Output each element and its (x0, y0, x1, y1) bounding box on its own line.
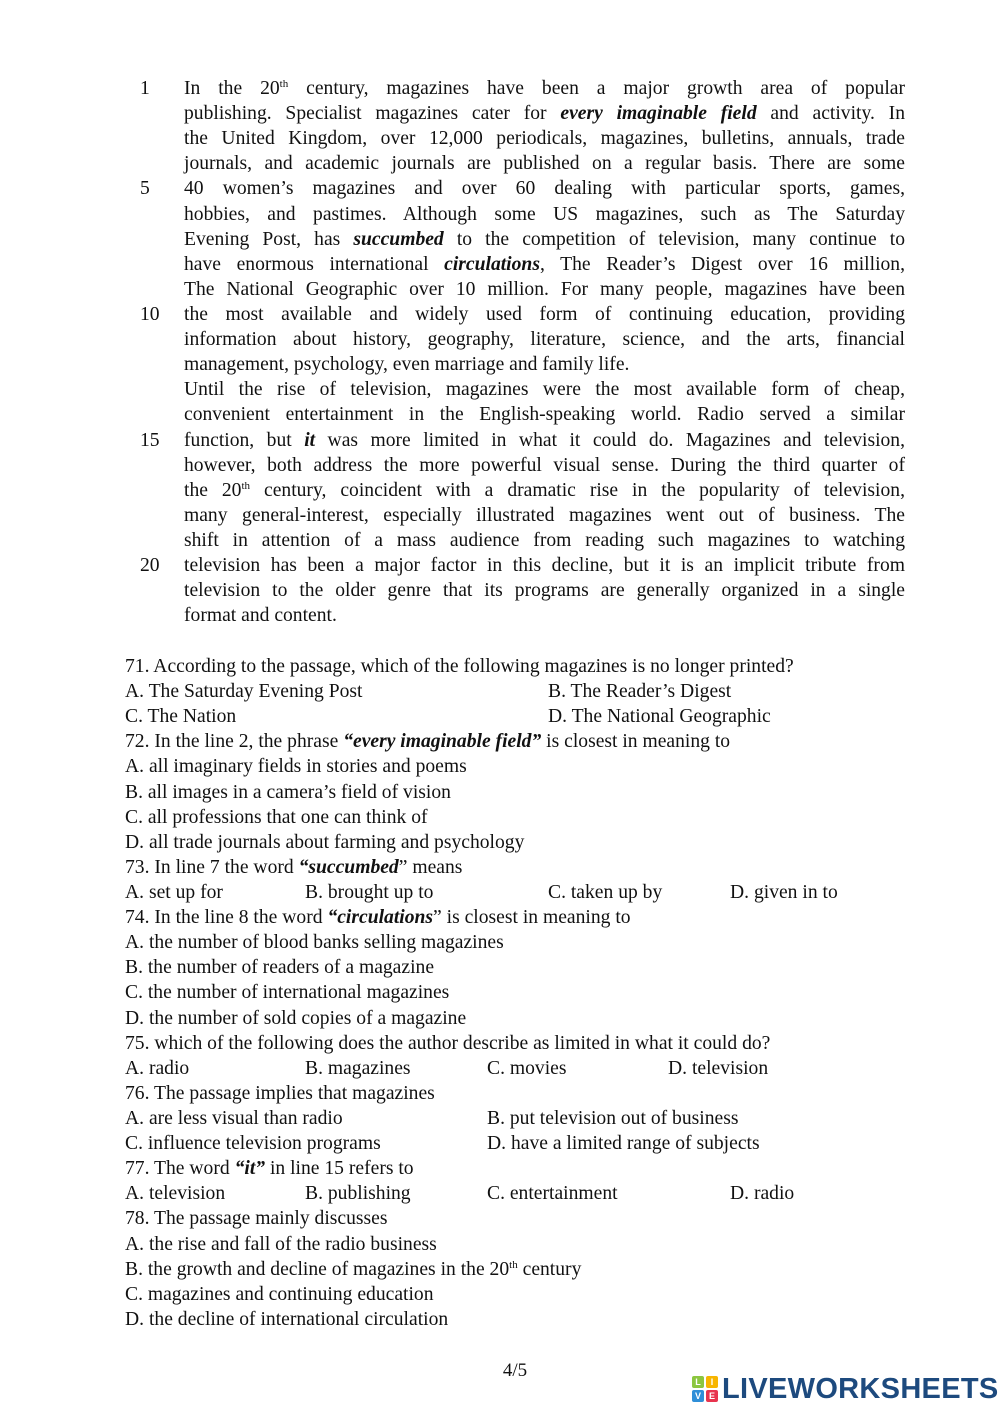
question-text (125, 855, 462, 880)
text-segment: ” is closest in meaning to (433, 907, 631, 929)
text-segment: 73. In line 7 the word (125, 856, 299, 878)
line-number: 10 (140, 303, 160, 325)
question-list (0, 654, 1000, 1332)
answer-row (0, 1282, 1000, 1307)
answer-option[interactable]: C. influence television programs (125, 1133, 381, 1155)
text-segment: Evening Post, has (184, 228, 354, 250)
passage-line-text (184, 528, 905, 553)
answer-row (0, 880, 1000, 905)
passage-line-text (184, 402, 905, 427)
passage-line-text (184, 327, 905, 352)
text-segment: was more limited in what it could do. Magazines and television, (315, 429, 906, 451)
liveworksheets-logo[interactable] (692, 1374, 999, 1404)
text-segment: the most available and widely used form of continuing education, providing (184, 303, 905, 325)
question-text (125, 654, 794, 679)
passage-line-text (184, 428, 905, 453)
passage-line-text (184, 277, 905, 302)
passage-line-text (184, 227, 905, 252)
passage-line (0, 202, 1000, 227)
logo-icon (692, 1376, 718, 1402)
answer-option[interactable]: B. put television out of business (487, 1107, 739, 1129)
answer-option[interactable]: B. magazines (305, 1057, 411, 1079)
answer-option[interactable]: D. have a limited range of subjects (487, 1133, 760, 1155)
answer-option[interactable]: B. the number of readers of a magazine (125, 957, 435, 979)
text-segment: In the 20 (184, 78, 280, 99)
emphasized-text: circulations (444, 253, 540, 275)
text-segment: however, both address the more powerful visual sense. During the third quarter of (184, 454, 905, 476)
passage-line (0, 126, 1000, 151)
question-stem (0, 654, 1000, 679)
answer-row (0, 780, 1000, 805)
passage-line (0, 151, 1000, 176)
answer-row (0, 980, 1000, 1005)
answer-option[interactable]: C. entertainment (487, 1183, 618, 1205)
emphasized-text: “succumbed (298, 856, 399, 878)
passage-line (0, 277, 1000, 302)
line-number: 20 (140, 555, 160, 577)
answer-option[interactable]: D. television (668, 1057, 769, 1079)
superscript: th (241, 479, 251, 492)
passage-line-text (184, 252, 905, 277)
passage-line-text (184, 151, 905, 176)
answer-option[interactable]: D. given in to (730, 881, 838, 903)
text-segment: 78. The passage mainly discusses (125, 1208, 388, 1230)
answer-row (0, 1257, 1000, 1282)
passage-line (0, 101, 1000, 126)
answer-option[interactable]: B. The Reader’s Digest (548, 681, 732, 703)
text-segment: century (517, 1258, 582, 1280)
answer-option[interactable]: A. the number of blood banks selling magazines (125, 932, 504, 954)
passage-line (0, 176, 1000, 201)
answer-option[interactable]: C. magazines and continuing education (125, 1283, 434, 1305)
answer-option[interactable]: C. taken up by (548, 881, 663, 903)
text-segment: many general-interest, especially illustrated magazines went out of business. The (184, 504, 905, 526)
answer-option[interactable]: A. are less visual than radio (125, 1107, 343, 1129)
answer-option[interactable]: D. radio (730, 1183, 795, 1205)
answer-row (0, 754, 1000, 779)
passage-line (0, 528, 1000, 553)
logo-text: LIVEWORKSHEETS (722, 1372, 999, 1405)
superscript: th (279, 78, 289, 90)
answer-option[interactable]: D. The National Geographic (548, 706, 771, 728)
answer-option[interactable]: B. brought up to (305, 881, 434, 903)
emphasized-text: “it” (234, 1158, 266, 1180)
passage-line (0, 503, 1000, 528)
passage-line (0, 603, 1000, 628)
answer-option[interactable]: A. television (125, 1183, 226, 1205)
answer-row (0, 1006, 1000, 1031)
question-stem (0, 855, 1000, 880)
passage-line (0, 352, 1000, 377)
page-number: 4/5 (502, 1360, 528, 1381)
passage-line-text (184, 302, 905, 327)
passage-line-text (184, 478, 905, 503)
emphasized-text: succumbed (353, 228, 444, 250)
answer-option[interactable]: A. radio (125, 1057, 190, 1079)
passage-line-text (184, 578, 905, 603)
text-segment: The National Geographic over 10 million. For many people, magazines have been (184, 278, 905, 300)
answer-option[interactable]: A. set up for (125, 881, 223, 903)
passage-line-text (184, 377, 905, 402)
answer-row (0, 1232, 1000, 1257)
text-segment: century, coincident with a dramatic rise in the popularity of television, (250, 479, 905, 501)
text-segment: century, magazines have been a major growth area of popular (288, 78, 905, 99)
text-segment: ” means (398, 856, 463, 878)
text-segment: 75. which of the following does the author describe as limited in what it could do? (125, 1032, 771, 1054)
answer-option[interactable]: D. the number of sold copies of a magazine (125, 1007, 467, 1029)
passage-line (0, 252, 1000, 277)
question-stem (0, 1081, 1000, 1106)
answer-option[interactable]: C. movies (487, 1057, 567, 1079)
passage-line (0, 76, 1000, 101)
answer-row (0, 1131, 1000, 1156)
answer-row (0, 830, 1000, 855)
emphasized-text: “circulations (327, 907, 434, 929)
answer-row (0, 1181, 1000, 1206)
question-stem (0, 1206, 1000, 1231)
text-segment: television has been a major factor in this decline, but it is an implicit tribute from (184, 555, 905, 577)
question-text (125, 1156, 414, 1181)
answer-option[interactable]: D. the decline of international circulation (125, 1308, 449, 1330)
answer-row (0, 930, 1000, 955)
answer-option[interactable]: B. publishing (305, 1183, 411, 1205)
text-segment: television to the older genre that its programs are generally organized in a single (184, 580, 905, 602)
text-segment: the 20 (184, 479, 242, 501)
text-segment: shift in attention of a mass audience from reading such magazines to watching (184, 529, 905, 551)
answer-row (0, 1056, 1000, 1081)
passage-line-text (184, 553, 905, 578)
question-text (125, 729, 730, 754)
question-stem (0, 729, 1000, 754)
passage-line-text (184, 603, 905, 628)
superscript: th (509, 1258, 518, 1271)
text-segment: is closest in meaning to (541, 731, 731, 753)
passage-line (0, 453, 1000, 478)
text-segment: format and content. (184, 605, 337, 627)
question-stem (0, 1156, 1000, 1181)
passage-line (0, 428, 1000, 453)
passage-line-text (184, 126, 905, 151)
answer-row (0, 1307, 1000, 1332)
line-number: 1 (140, 78, 150, 99)
emphasized-text: it (304, 429, 316, 451)
answer-row (0, 1106, 1000, 1131)
text-segment: journals, and academic journals are published on a regular basis. There are some (184, 153, 905, 175)
question-stem (0, 1031, 1000, 1056)
passage-line-text (184, 352, 905, 377)
question-stem (0, 905, 1000, 930)
question-text (125, 905, 631, 930)
answer-option[interactable] (125, 1257, 581, 1282)
text-segment: 74. In the line 8 the word (125, 907, 328, 929)
text-segment: convenient entertainment in the English-speaking world. Radio served a similar (184, 404, 905, 426)
text-segment: management, psychology, even marriage and family life. (184, 354, 630, 376)
passage-line-text (184, 176, 905, 201)
line-number: 5 (140, 178, 150, 200)
passage-line-text (184, 101, 905, 126)
text-segment: hobbies, and pastimes. Although some US magazines, such as The Saturday (184, 203, 905, 225)
emphasized-text: every imaginable field (560, 103, 757, 125)
text-segment: B. the growth and decline of magazines in the 20 (125, 1258, 510, 1280)
passage-line (0, 302, 1000, 327)
answer-row (0, 805, 1000, 830)
text-segment: publishing. Specialist magazines cater for (184, 103, 561, 125)
passage-line-text (184, 76, 905, 101)
text-segment: in line 15 refers to (265, 1158, 414, 1180)
logo-letter-l: L (692, 1376, 704, 1388)
text-segment: 71. According to the passage, which of the following magazines is no longer printed? (125, 656, 794, 677)
text-segment: have enormous international (184, 253, 445, 275)
emphasized-text: “every imaginable field” (343, 731, 542, 753)
answer-option[interactable]: D. all trade journals about farming and psychology (125, 831, 525, 853)
line-number: 15 (140, 429, 160, 451)
passage-line-text (184, 202, 905, 227)
passage-line (0, 578, 1000, 603)
text-segment: 72. In the line 2, the phrase (125, 731, 344, 753)
text-segment: 40 women’s magazines and over 60 dealing with particular sports, games, (184, 178, 905, 200)
answer-option[interactable]: C. all professions that one can think of (125, 806, 428, 828)
answer-option[interactable]: C. the number of international magazines (125, 982, 450, 1004)
text-segment: Until the rise of television, magazines were the most available form of cheap, (184, 379, 905, 401)
answer-option[interactable]: B. all images in a camera’s field of vision (125, 781, 451, 803)
passage-line (0, 227, 1000, 252)
answer-option[interactable]: A. all imaginary fields in stories and poems (125, 756, 467, 778)
answer-option[interactable]: A. the rise and fall of the radio business (125, 1233, 437, 1255)
answer-row (0, 704, 1000, 729)
logo-letter-v: V (692, 1390, 704, 1402)
text-segment: 77. The word (125, 1158, 235, 1180)
reading-passage (0, 76, 1000, 628)
passage-line (0, 327, 1000, 352)
question-text (125, 1031, 770, 1056)
text-segment: 76. The passage implies that magazines (125, 1082, 435, 1104)
text-segment: and activity. In (756, 103, 905, 125)
passage-line (0, 478, 1000, 503)
text-segment: the United Kingdom, over 12,000 periodicals, magazines, bulletins, annuals, trade (184, 128, 905, 150)
text-segment: function, but (184, 429, 305, 451)
logo-letter-e: E (706, 1390, 718, 1402)
passage-line-text (184, 453, 905, 478)
answer-row (0, 955, 1000, 980)
passage-line (0, 402, 1000, 427)
passage-line (0, 377, 1000, 402)
logo-letter-i: I (706, 1376, 718, 1388)
question-text (125, 1081, 435, 1106)
text-segment: to the competition of television, many continue to (443, 228, 905, 250)
passage-line (0, 553, 1000, 578)
passage-line-text (184, 503, 905, 528)
answer-option[interactable]: C. The Nation (125, 706, 237, 728)
text-segment: , The Reader’s Digest over 16 million, (539, 253, 906, 275)
text-segment: information about history, geography, literature, science, and the arts, financial (184, 329, 905, 351)
question-text (125, 1206, 387, 1231)
answer-option[interactable]: A. The Saturday Evening Post (125, 681, 363, 703)
answer-row (0, 679, 1000, 704)
